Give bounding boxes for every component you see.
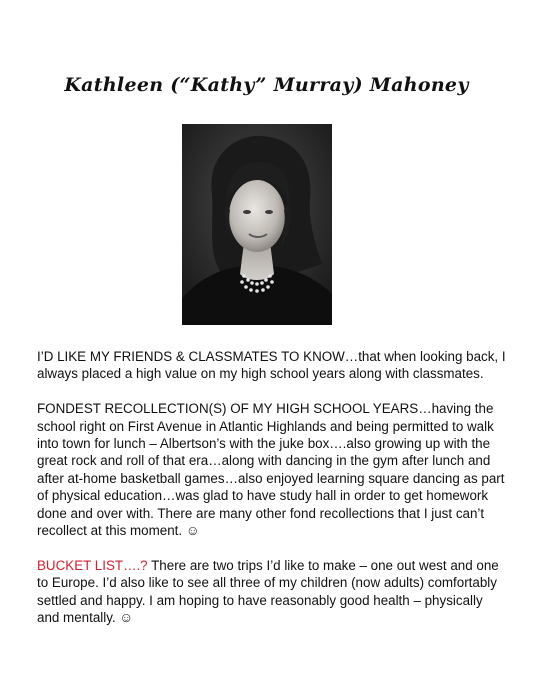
portrait-photo [182, 124, 332, 325]
bucket-list-text: There are two trips I’d like to make – one out west and one to Europe. I’d also like to see all three of my children (now adults) comfortably settled and happy. I am hoping to have reasonably good health – physically and mentally. ☺ [37, 557, 499, 626]
page-title: Kathleen (“Kathy” Murray) Mahoney [64, 74, 469, 96]
paragraph-bucket-list [37, 557, 507, 627]
paragraph-like-to-know: I’D LIKE MY FRIENDS & CLASSMATES TO KNOW…that when looking back, I always placed a high value on my high school years along with classmates. [37, 349, 506, 382]
paragraph-fondest-recollections: FONDEST RECOLLECTION(S) OF MY HIGH SCHOOL YEARS…having the school right on First Avenue in Atlantic Highlands and being permitted to walk into town for lunch – Albertson’s with the juke box….also growing up with the great rock and roll of that era…along with dancing in the gym after lunch and after at-home basketball games…also enjoyed learning square dancing as part of physical education…was glad to have study hall in order to get homework done and over with. There are many other fond recollections that I just can’t recollect at this moment. ☺ [37, 401, 505, 539]
bucket-list-label: BUCKET LIST….? [37, 557, 148, 573]
document-body [37, 348, 507, 644]
